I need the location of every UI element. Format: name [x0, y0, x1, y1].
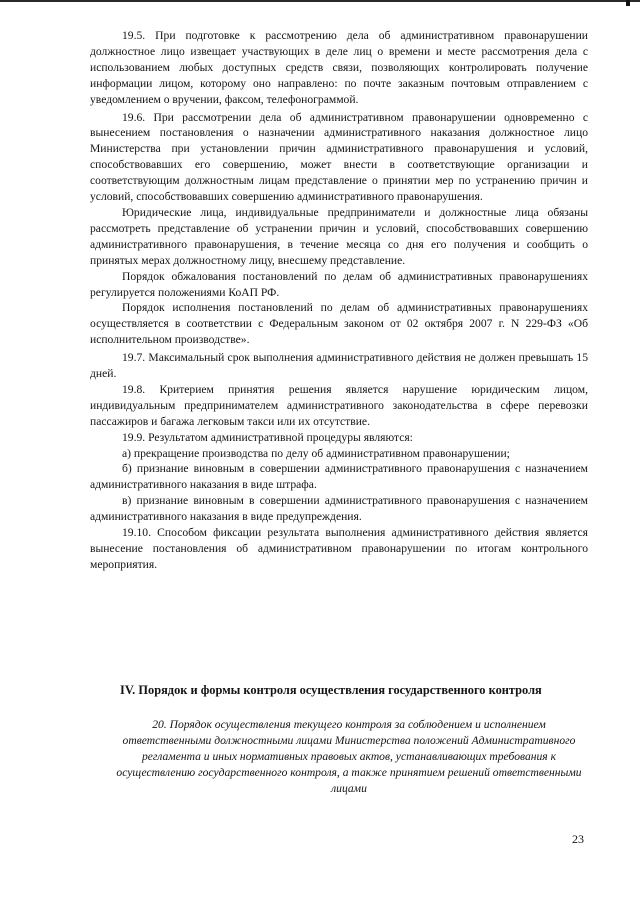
page-number: 23 [572, 832, 584, 846]
paragraph-19-7: 19.7. Максимальный срок выполнения административного действия не должен превышать 15 дней. [90, 351, 588, 381]
paragraph-19-9: 19.9. Результатом административной процедуры являются: [122, 430, 413, 444]
scan-mark [626, 0, 630, 6]
paragraph-execution-order: Порядок исполнения постановлений по делам об административных правонарушениях осуществляется в соответствии с Федеральным законом от 02 октября 2007 г. N 229-ФЗ «Об исполнительном производстве». [90, 301, 588, 347]
list-item-a: а) прекращение производства по делу об административном правонарушении; [122, 446, 510, 460]
paragraph-19-8: 19.8. Критерием принятия решения является нарушение юридическим лицом, индивидуальным предпринимателем административного законодательства в сфере перевозки пассажиров и багажа легковым такси или их отсутствие. [90, 382, 588, 428]
paragraph-legal-entities: Юридические лица, индивидуальные предприниматели и должностные лица обязаны рассмотреть представление об устранении причин и условий, способствовавших совершению административного правонарушения, в течение месяца со дня его получения и сообщить о принятых мерах должностному лицу, внесшему представление. [90, 205, 588, 267]
paragraph-appeal-order: Порядок обжалования постановлений по делам об административных правонарушениях регулируется положениями КоАП РФ. [90, 269, 588, 299]
paragraph-19-6: 19.6. При рассмотрении дела об административном правонарушении одновременно с вынесением постановления о назначении административного наказания должностное лицо Министерства при установлении причин административного правонарушения и условий, способствовавших его совершению, может внести в соответствующие организации и соответствующим должностным лицам представление о принятии мер по устранению причин и условий, способствовавших совершению административного правонарушения. [90, 110, 588, 204]
list-item-b: б) признание виновным в совершении административного правонарушения с назначением административного наказания в виде штрафа. [90, 462, 588, 492]
subsection-heading: 20. Порядок осуществления текущего контроля за соблюдением и исполнением ответственными должностными лицами Министерства положений Административного регламента и иных нормативных правовых актов, устанавливающих требования к осуществлению государственного контроля, а также принятием решений ответственными лицами [116, 718, 582, 795]
scan-edge-top [0, 0, 640, 2]
document-body [90, 28, 588, 573]
paragraph-19-10: 19.10. Способом фиксации результата выполнения административного действия является вынесение постановления об административном правонарушении по итогам контрольного мероприятия. [90, 526, 588, 571]
paragraph-19-5: 19.5. При подготовке к рассмотрению дела об административном правонарушении должностное лицо извещает участвующих в деле лиц о времени и месте рассмотрения дела с использованием любых доступных средств связи, позволяющих контролировать получение информации лицом, которому оно направлено: по почте заказным почтовым отправлением с уведомлением о вручении, факсом, телефонограммой. [90, 29, 588, 106]
list-item-v: в) признание виновным в совершении административного правонарушения с назначением административного наказания в виде предупреждения. [90, 494, 588, 524]
section-heading: IV. Порядок и формы контроля осуществления государственного контроля [120, 683, 542, 697]
